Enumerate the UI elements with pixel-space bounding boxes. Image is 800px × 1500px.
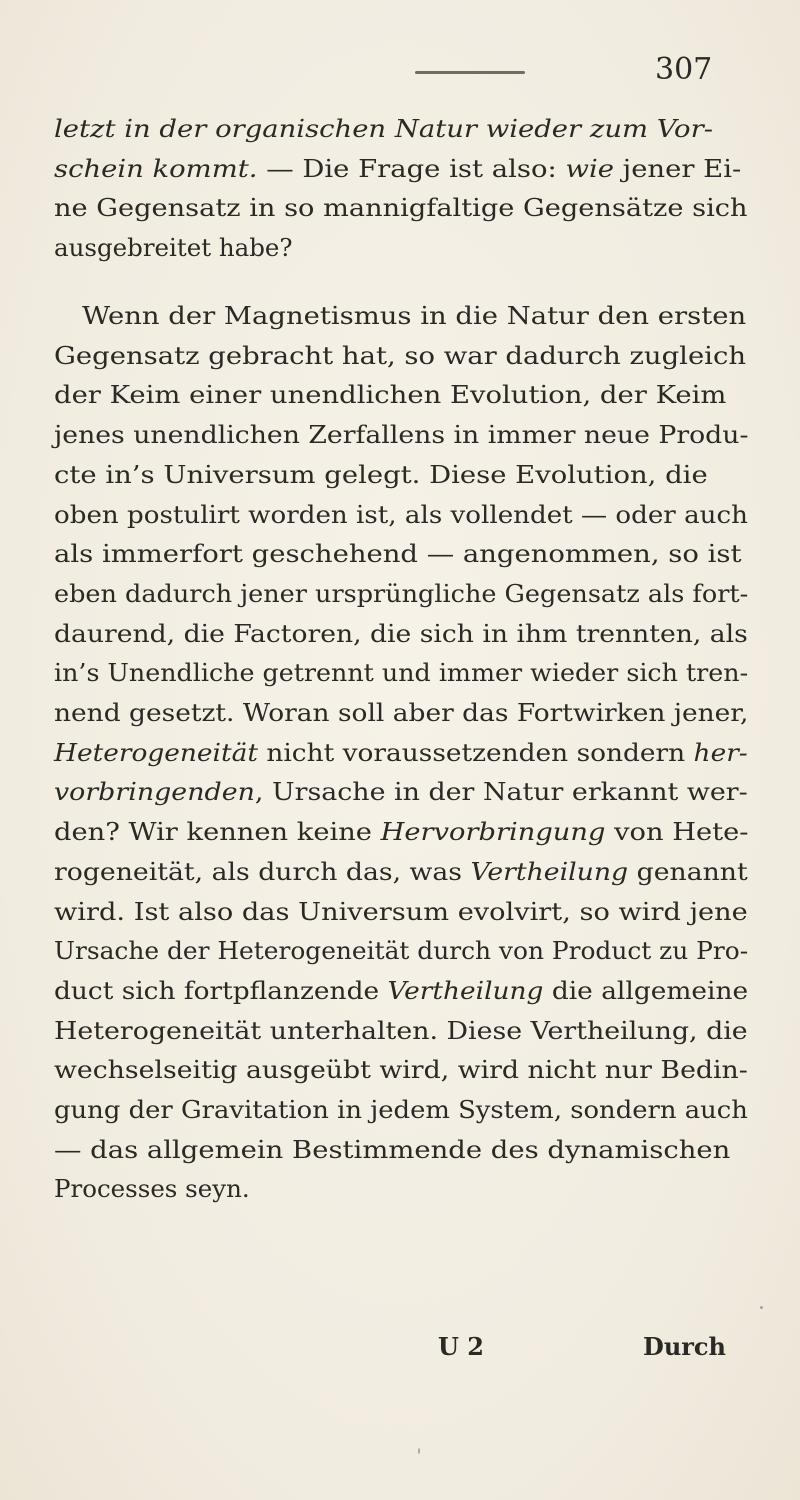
- text-run: ne Gegensatz in so mannigfaltige Gegensätze sich: [54, 193, 748, 222]
- signature-mark: U 2: [438, 1332, 484, 1361]
- text-line: [54, 232, 293, 262]
- text-run: Processes seyn.: [54, 1174, 250, 1204]
- text-line: [54, 896, 748, 926]
- text-line: [54, 380, 727, 410]
- emphasis-text: vorbringenden: [54, 777, 255, 807]
- text-line: [54, 193, 748, 222]
- text-line: [54, 578, 749, 608]
- text-line: [54, 499, 748, 529]
- text-line: [54, 936, 749, 966]
- emphasis-text: Hervorbringung: [380, 817, 606, 847]
- text-run: duct sich fortpflanzende: [54, 975, 388, 1005]
- text-line: [54, 975, 749, 1005]
- text-run: wird. Ist also das Universum evolvirt, so wird jene: [54, 896, 748, 926]
- text-run: in’s Unendliche getrennt und immer wieder sich tren-: [54, 658, 749, 688]
- text-run: jener Ei-: [613, 153, 742, 183]
- text-line: [54, 1174, 250, 1204]
- paper-speck: [418, 1448, 420, 1454]
- text-run: Heterogeneität unterhalten. Diese Vertheilung, die: [54, 1015, 748, 1045]
- text-run: , Ursache in der Natur erkannt wer-: [254, 777, 748, 807]
- text-line: [54, 618, 748, 648]
- emphasis-text: Vertheilung: [387, 975, 544, 1005]
- text-run: Gegensatz gebracht hat, so war dadurch zugleich: [54, 340, 747, 370]
- text-run: cte in’s Universum gelegt. Diese Evolution, die: [54, 459, 708, 489]
- text-line: [54, 698, 749, 727]
- text-line: [54, 1095, 748, 1124]
- text-line: [54, 1134, 731, 1164]
- emphasis-text: Heterogeneität: [54, 737, 258, 767]
- text-run: Wenn der Magnetismus in die Natur den ersten: [82, 301, 747, 330]
- page-number: 307: [655, 52, 713, 87]
- text-line: [54, 153, 742, 183]
- text-run: von Hete-: [605, 817, 749, 847]
- text-run: oben postulirt worden ist, als vollendet — oder auch: [54, 499, 748, 529]
- emphasis-text: her-: [693, 737, 748, 767]
- text-line: [54, 817, 749, 847]
- text-run: die allgemeine: [543, 975, 749, 1005]
- text-run: ausgebreitet habe?: [54, 232, 293, 262]
- text-line: [54, 340, 747, 370]
- text-run: den? Wir kennen keine: [54, 817, 381, 847]
- text-run: Ursache der Heterogeneität durch von Product zu Pro-: [54, 936, 749, 966]
- text-run: nend gesetzt. Woran soll aber das Fortwirken jener,: [54, 698, 749, 727]
- text-run: gung der Gravitation in jedem System, sondern auch: [54, 1095, 748, 1124]
- text-line: [54, 420, 749, 450]
- text-line: [54, 1015, 748, 1045]
- text-run: nicht voraussetzenden sondern: [257, 737, 694, 767]
- text-run: — das allgemein Bestimmende des dynamischen: [54, 1134, 731, 1164]
- text-run: der Keim einer unendlichen Evolution, der Keim: [54, 380, 727, 410]
- text-line: [54, 539, 742, 569]
- text-run: als immerfort geschehend — angenommen, so ist: [54, 539, 742, 569]
- emphasis-text: Vertheilung: [470, 856, 629, 886]
- text-run: genannt: [628, 856, 748, 886]
- text-run: — Die Frage ist also:: [257, 153, 566, 183]
- text-line: [54, 658, 749, 688]
- emphasis-text: letzt in der organischen Natur wieder zum Vor-: [54, 114, 713, 143]
- text-line: [54, 856, 748, 886]
- text-line: [54, 1055, 748, 1085]
- paper-speck: [760, 1306, 763, 1309]
- header-rule: [415, 71, 525, 74]
- text-run: wechselseitig ausgeübt wird, wird nicht nur Bedin-: [54, 1055, 748, 1085]
- text-line: [54, 459, 708, 489]
- text-line: [54, 737, 748, 767]
- text-run: eben dadurch jener ursprüngliche Gegensatz als fort-: [54, 578, 749, 608]
- emphasis-text: wie: [565, 153, 614, 183]
- catchword: Durch: [643, 1332, 726, 1361]
- text-line: [54, 114, 713, 143]
- text-run: jenes unendlichen Zerfallens in immer neue Produ-: [54, 420, 749, 450]
- text-run: rogeneität, als durch das, was: [54, 856, 471, 886]
- text-line: [54, 777, 748, 807]
- emphasis-text: schein kommt.: [54, 153, 258, 183]
- text-line: [82, 301, 747, 330]
- text-run: daurend, die Factoren, die sich in ihm trennten, als: [54, 618, 748, 648]
